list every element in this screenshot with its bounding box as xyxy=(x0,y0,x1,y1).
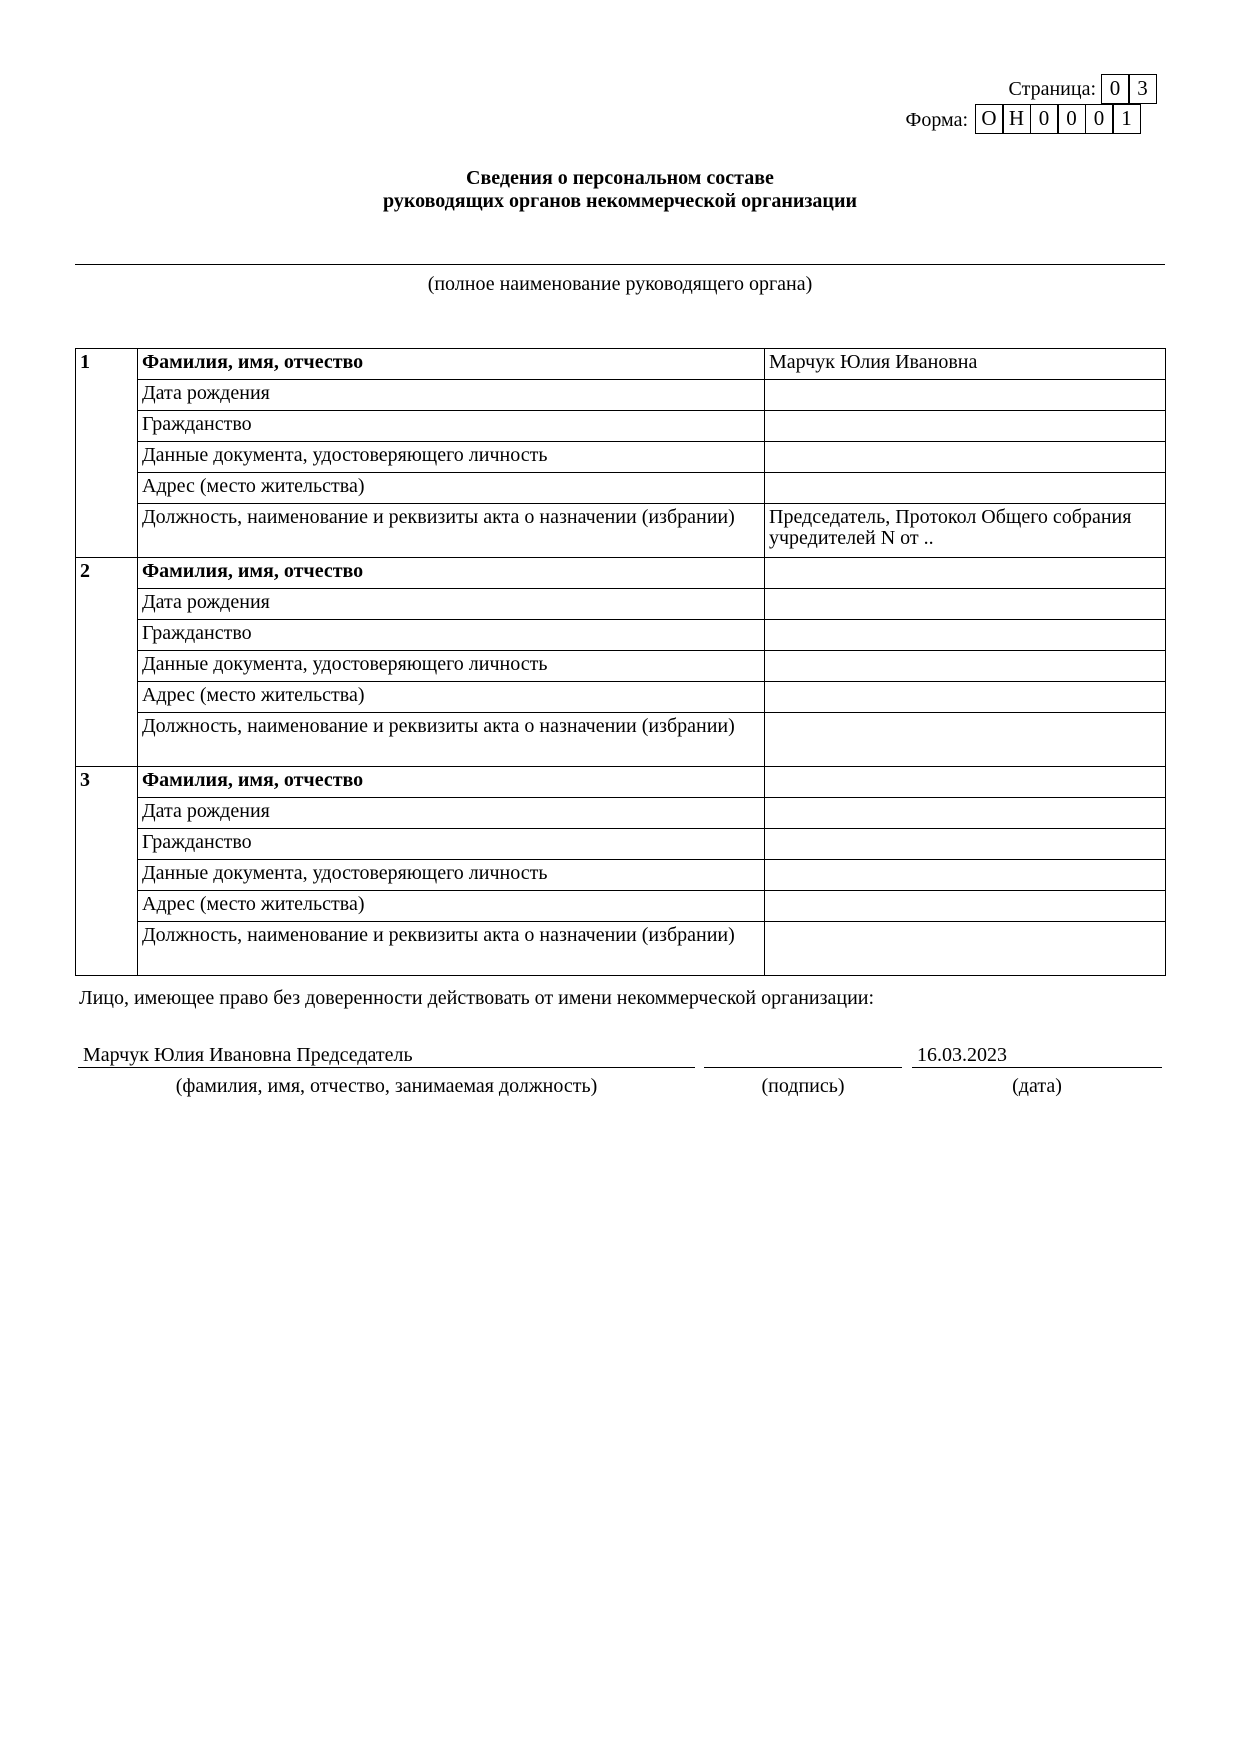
table-row xyxy=(76,380,1166,411)
name-position-field: Марчук Юлия Ивановна Председатель xyxy=(78,1042,695,1068)
label-position: Должность, наименование и реквизиты акта о назначении (избрании) xyxy=(138,504,765,558)
members-table xyxy=(75,348,1166,976)
table-row xyxy=(76,589,1166,620)
value-citizenship xyxy=(765,829,1166,860)
table-row xyxy=(76,349,1166,380)
value-position xyxy=(765,922,1166,976)
value-birth xyxy=(765,798,1166,829)
table-row xyxy=(76,682,1166,713)
signature-field xyxy=(704,1042,902,1068)
label-document: Данные документа, удостоверяющего личность xyxy=(138,860,765,891)
label-citizenship: Гражданство xyxy=(138,620,765,651)
label-fio: Фамилия, имя, отчество xyxy=(138,558,765,589)
value-address xyxy=(765,682,1166,713)
value-birth xyxy=(765,380,1166,411)
table-row xyxy=(76,620,1166,651)
table-row xyxy=(76,473,1166,504)
label-address: Адрес (место жительства) xyxy=(138,473,765,504)
member-number: 2 xyxy=(76,558,138,767)
label-fio: Фамилия, имя, отчество xyxy=(138,767,765,798)
title-line-1: Сведения о персональном составе xyxy=(466,167,774,189)
table-row xyxy=(76,442,1166,473)
form-char-box: 0 xyxy=(1030,104,1059,134)
table-row xyxy=(76,651,1166,682)
signature-caption: (подпись) xyxy=(761,1075,845,1097)
value-address xyxy=(765,473,1166,504)
value-birth xyxy=(765,589,1166,620)
date-field: 16.03.2023 xyxy=(912,1042,1162,1068)
value-citizenship xyxy=(765,620,1166,651)
label-birth: Дата рождения xyxy=(138,589,765,620)
table-row xyxy=(76,411,1166,442)
label-birth: Дата рождения xyxy=(138,798,765,829)
table-row xyxy=(76,798,1166,829)
form-char-box: 0 xyxy=(1057,104,1086,134)
value-document xyxy=(765,442,1166,473)
document-title xyxy=(75,167,1165,213)
member-number: 3 xyxy=(76,767,138,976)
label-address: Адрес (место жительства) xyxy=(138,891,765,922)
value-document xyxy=(765,651,1166,682)
label-citizenship: Гражданство xyxy=(138,829,765,860)
table-row xyxy=(76,558,1166,589)
table-row xyxy=(76,860,1166,891)
value-position: Председатель, Протокол Общего собрания учредителей N от .. xyxy=(765,504,1166,558)
form-label: Форма: xyxy=(905,109,968,131)
value-fio: Марчук Юлия Ивановна xyxy=(765,349,1166,380)
organ-name-value xyxy=(75,238,1165,264)
date-caption: (дата) xyxy=(1012,1075,1062,1097)
label-position: Должность, наименование и реквизиты акта о назначении (избрании) xyxy=(138,713,765,767)
page-digit-box: 0 xyxy=(1101,74,1130,104)
value-address xyxy=(765,891,1166,922)
form-char-box: 1 xyxy=(1112,104,1141,134)
value-fio xyxy=(765,767,1166,798)
label-position: Должность, наименование и реквизиты акта о назначении (избрании) xyxy=(138,922,765,976)
label-birth: Дата рождения xyxy=(138,380,765,411)
label-fio: Фамилия, имя, отчество xyxy=(138,349,765,380)
table-row xyxy=(76,767,1166,798)
page-digit-box: 3 xyxy=(1128,74,1157,104)
value-document xyxy=(765,860,1166,891)
authorized-person-text: Лицо, имеющее право без доверенности действовать от имени некоммерческой организации: xyxy=(79,987,875,1009)
value-citizenship xyxy=(765,411,1166,442)
table-row xyxy=(76,504,1166,558)
label-document: Данные документа, удостоверяющего личность xyxy=(138,442,765,473)
name-position-caption: (фамилия, имя, отчество, занимаемая должность) xyxy=(175,1075,598,1097)
table-row xyxy=(76,891,1166,922)
form-char-box: Н xyxy=(1002,104,1031,134)
page-number-boxes xyxy=(1102,74,1157,104)
value-fio xyxy=(765,558,1166,589)
table-row xyxy=(76,713,1166,767)
form-char-box: О xyxy=(975,104,1004,134)
table-row xyxy=(76,829,1166,860)
organ-name-caption: (полное наименование руководящего органа) xyxy=(427,273,813,295)
label-citizenship: Гражданство xyxy=(138,411,765,442)
member-number: 1 xyxy=(76,349,138,558)
form-char-box: 0 xyxy=(1085,104,1114,134)
label-document: Данные документа, удостоверяющего личность xyxy=(138,651,765,682)
organ-name-line xyxy=(75,264,1165,265)
value-position xyxy=(765,713,1166,767)
label-address: Адрес (место жительства) xyxy=(138,682,765,713)
form-code-boxes xyxy=(976,104,1141,134)
title-line-2: руководящих органов некоммерческой организации xyxy=(382,190,858,212)
page-label: Страница: xyxy=(1008,78,1096,100)
table-row xyxy=(76,922,1166,976)
